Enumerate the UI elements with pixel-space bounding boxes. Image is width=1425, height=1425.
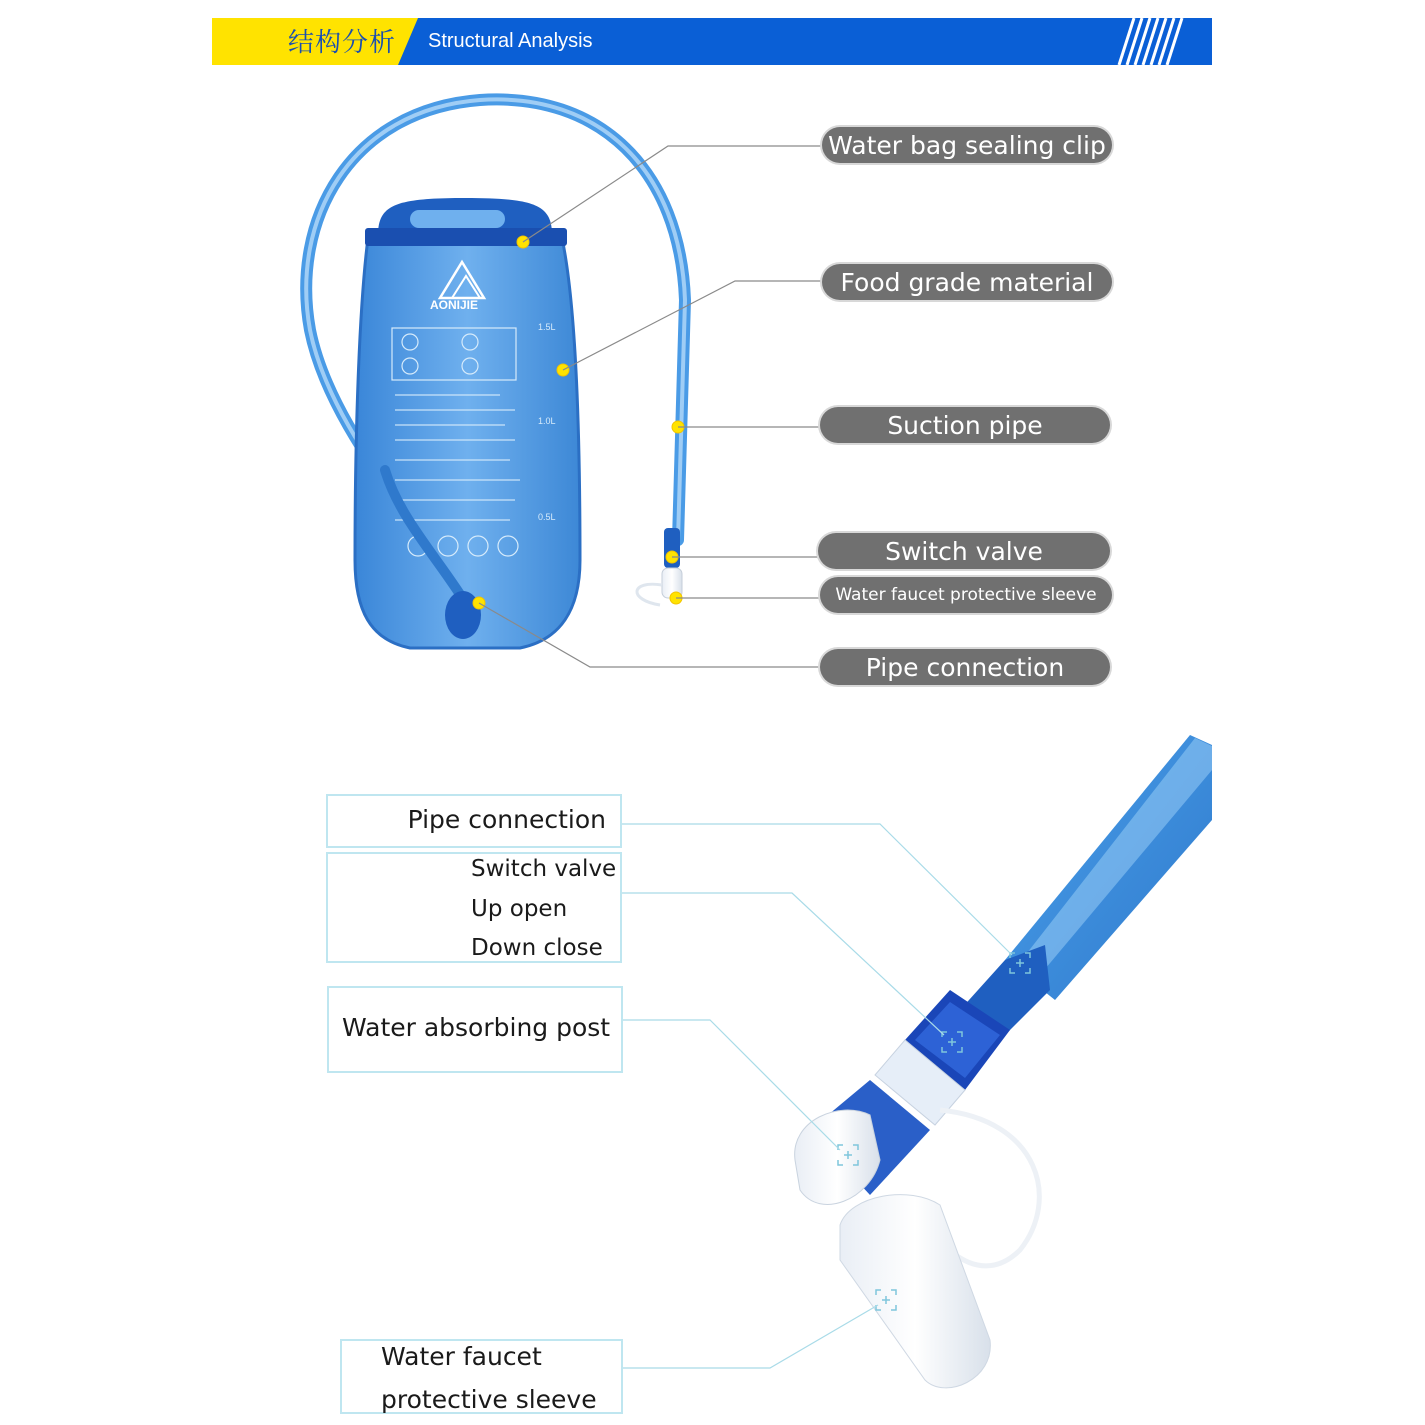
- bag-marking-1-5l: 1.5L: [538, 322, 556, 332]
- banner-title-cn: 结构分析: [288, 28, 397, 58]
- label-switch-valve: Switch valve: [818, 533, 1110, 569]
- bag-marking-0-5l: 0.5L: [538, 512, 556, 522]
- bite-valve-closeup: [622, 735, 1212, 1388]
- box-sleeve-line2: protective sleeve: [381, 1385, 597, 1414]
- label-pipe-connection: Pipe connection: [820, 649, 1110, 685]
- water-bag-illustration: [306, 99, 822, 667]
- label-suction-pipe: Suction pipe: [820, 407, 1110, 443]
- box-up-open-text: Up open: [471, 896, 568, 922]
- box-faucet-sleeve: [340, 1339, 623, 1414]
- banner-title-en: Structural Analysis: [428, 30, 593, 52]
- label-food-grade-material: Food grade material: [822, 264, 1112, 300]
- box-switch-valve-text: Switch valve: [471, 856, 617, 882]
- box-sleeve-line1: Water faucet: [381, 1342, 542, 1371]
- box-absorbing-post-text: Water absorbing post: [342, 1013, 611, 1042]
- label-faucet-sleeve: Water faucet protective sleeve: [820, 577, 1112, 613]
- box-switch-valve: [326, 852, 622, 963]
- label-sealing-clip: Water bag sealing clip: [822, 127, 1112, 163]
- bag-marking-1-0l: 1.0L: [538, 416, 556, 426]
- box-pipe-connection-text: Pipe connection: [407, 805, 606, 834]
- box-water-absorbing-post: [327, 986, 623, 1073]
- bag-brand-logo: AONIJIE: [430, 298, 479, 312]
- box-down-close-text: Down close: [471, 935, 603, 961]
- box-pipe-connection: [326, 794, 622, 848]
